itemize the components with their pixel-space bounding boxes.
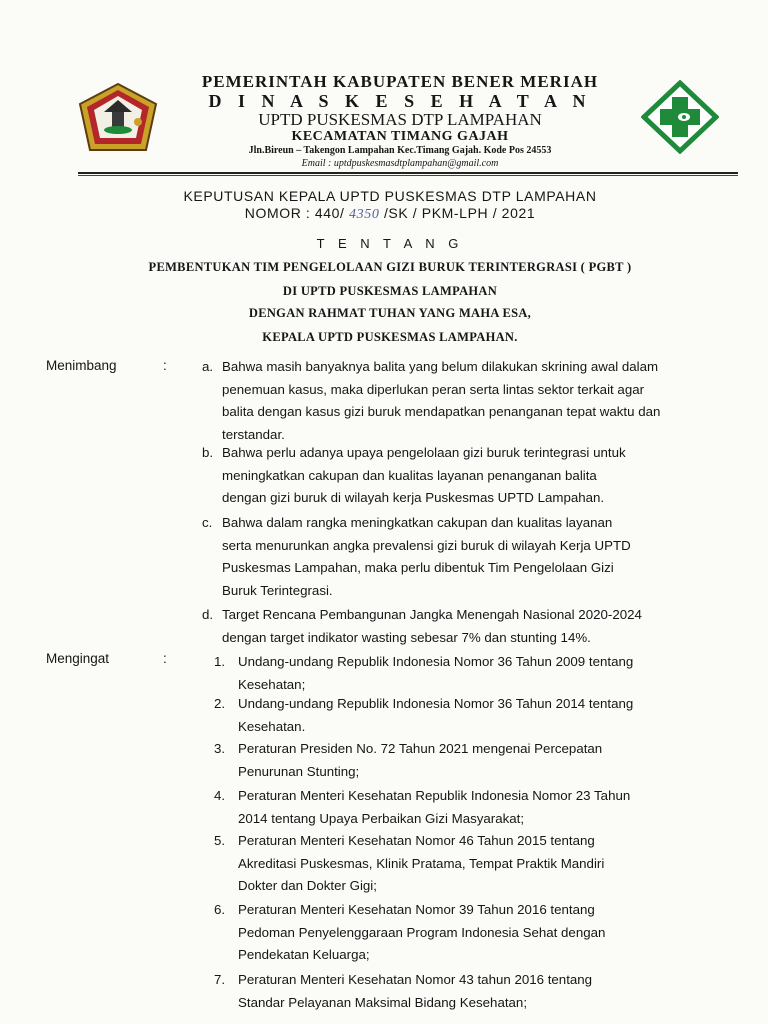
item-line: serta menurunkan angka prevalensi gizi buruk di wilayah Kerja UPTD: [222, 537, 631, 553]
item-line: Target Rencana Pembangunan Jangka Menengah Nasional 2020-2024: [222, 607, 642, 622]
item-line: dengan gizi buruk di wilayah kerja Puskesmas UPTD Lampahan.: [222, 490, 605, 505]
item-text: [238, 899, 754, 967]
item-line: Peraturan Menteri Kesehatan Nomor 39 Tahun 2016 tentang: [238, 902, 595, 917]
item-line: terstandar.: [222, 426, 285, 442]
item-marker: c.: [202, 515, 213, 530]
item-line: Undang-undang Republik Indonesia Nomor 36 Tahun 2009 tentang: [238, 654, 634, 669]
item-line: Peraturan Presiden No. 72 Tahun 2021 mengenai Percepatan: [238, 741, 603, 756]
decree-authority: KEPALA UPTD PUSKESMAS LAMPAHAN.: [262, 330, 518, 344]
item-line: Penurunan Stunting;: [238, 763, 360, 779]
item-marker: b.: [202, 445, 214, 460]
item-line: Peraturan Menteri Kesehatan Nomor 46 Tahun 2015 tentang: [238, 833, 595, 848]
regency-emblem-logo: [78, 82, 158, 152]
decree-subject-heading: PEMBENTUKAN TIM PENGELOLAAN GIZI BURUK TERINTERGRASI ( PGBT ): [148, 260, 632, 274]
item-marker: 1.: [214, 654, 226, 669]
letterhead-district: KECAMATAN TIMANG GAJAH: [291, 129, 509, 144]
item-marker: d.: [202, 607, 214, 622]
letterhead-address: Jln.Bireun – Takengon Lampahan Kec.Timang Gajah. Kode Pos 24553: [248, 145, 552, 156]
item-marker: 4.: [214, 788, 226, 803]
health-cross-logo: [641, 80, 719, 154]
item-text: [238, 693, 754, 738]
item-line: penemuan kasus, maka diperlukan peran serta lintas sektor terkait agar: [222, 381, 645, 397]
item-marker: 7.: [214, 972, 226, 987]
item-text: [238, 830, 754, 898]
item-text: [222, 512, 762, 602]
item-text: [222, 356, 762, 446]
item-line: Pendekatan Keluarga;: [238, 947, 370, 962]
item-line: Kesehatan;: [238, 676, 306, 692]
item-marker: 2.: [214, 696, 226, 711]
item-text: [238, 969, 754, 1014]
item-text: [238, 785, 754, 830]
item-marker: 6.: [214, 902, 226, 917]
item-line: Dokter dan Dokter Gigi;: [238, 878, 377, 893]
letterhead-divider-thin: [78, 175, 738, 176]
item-text: [222, 604, 762, 649]
item-line: Kesehatan.: [238, 718, 306, 734]
item-line: Buruk Terintegrasi.: [222, 582, 333, 598]
item-line: meningkatkan cakupan dan kualitas layanan penanganan balita: [222, 467, 597, 483]
decree-invocation: DENGAN RAHMAT TUHAN YANG MAHA ESA,: [248, 306, 532, 320]
menimbang-label: Menimbang: [46, 358, 117, 373]
item-line: Pedoman Penyelenggaraan Program Indonesia Sehat dengan: [238, 924, 606, 940]
decree-number-handwritten: 4350: [349, 207, 380, 222]
letterhead-department: D I N A S K E S E H A T A N: [208, 91, 592, 111]
letterhead-divider: [78, 172, 738, 174]
item-marker: 5.: [214, 833, 226, 848]
item-line: 2014 tentang Upaya Perbaikan Gizi Masyarakat;: [238, 810, 525, 826]
letterhead-unit: UPTD PUSKESMAS DTP LAMPAHAN: [258, 110, 542, 129]
item-marker: 3.: [214, 741, 226, 756]
item-line: Peraturan Menteri Kesehatan Republik Indonesia Nomor 23 Tahun: [238, 788, 631, 803]
item-line: Akreditasi Puskesmas, Klinik Pratama, Tempat Praktik Mandiri: [238, 855, 605, 871]
item-line: Standar Pelayanan Maksimal Bidang Kesehatan;: [238, 994, 528, 1010]
item-line: Undang-undang Republik Indonesia Nomor 36 Tahun 2014 tentang: [238, 696, 634, 711]
item-line: Bahwa dalam rangka meningkatkan cakupan dan kualitas layanan: [222, 515, 613, 530]
item-text: [222, 442, 762, 510]
decree-number: [60, 205, 720, 223]
item-line: Peraturan Menteri Kesehatan Nomor 43 tahun 2016 tentang: [238, 972, 593, 987]
mengingat-label: Mengingat: [46, 651, 110, 666]
mengingat-colon: :: [163, 651, 167, 666]
item-line: Bahwa masih banyaknya balita yang belum dilakukan skrining awal dalam: [222, 359, 659, 374]
decree-number-suffix: /SK / PKM-LPH / 2021: [379, 205, 536, 221]
decree-location-heading: DI UPTD PUSKESMAS LAMPAHAN: [282, 284, 498, 298]
item-line: balita dengan kasus gizi buruk mendapatkan penanganan tepat waktu dan: [222, 404, 661, 419]
letterhead-government: PEMERINTAH KABUPATEN BENER MERIAH: [201, 72, 599, 91]
item-text: [238, 738, 754, 783]
menimbang-colon: :: [163, 358, 167, 373]
decree-title: KEPUTUSAN KEPALA UPTD PUSKESMAS DTP LAMPAHAN: [183, 188, 597, 204]
item-text: [238, 651, 754, 696]
tentang-label: T E N T A N G: [316, 236, 464, 251]
decree-number-prefix: NOMOR : 440/: [244, 205, 350, 221]
item-line: Bahwa perlu adanya upaya pengelolaan gizi buruk terintegrasi untuk: [222, 445, 626, 460]
item-line: dengan target indikator wasting sebesar 7% dan stunting 14%.: [222, 629, 591, 645]
item-line: Puskesmas Lampahan, maka perlu dibentuk Tim Pengelolaan Gizi: [222, 560, 614, 575]
item-marker: a.: [202, 359, 214, 374]
letterhead-email: Email : uptdpuskesmasdtplampahan@gmail.com: [301, 158, 499, 169]
